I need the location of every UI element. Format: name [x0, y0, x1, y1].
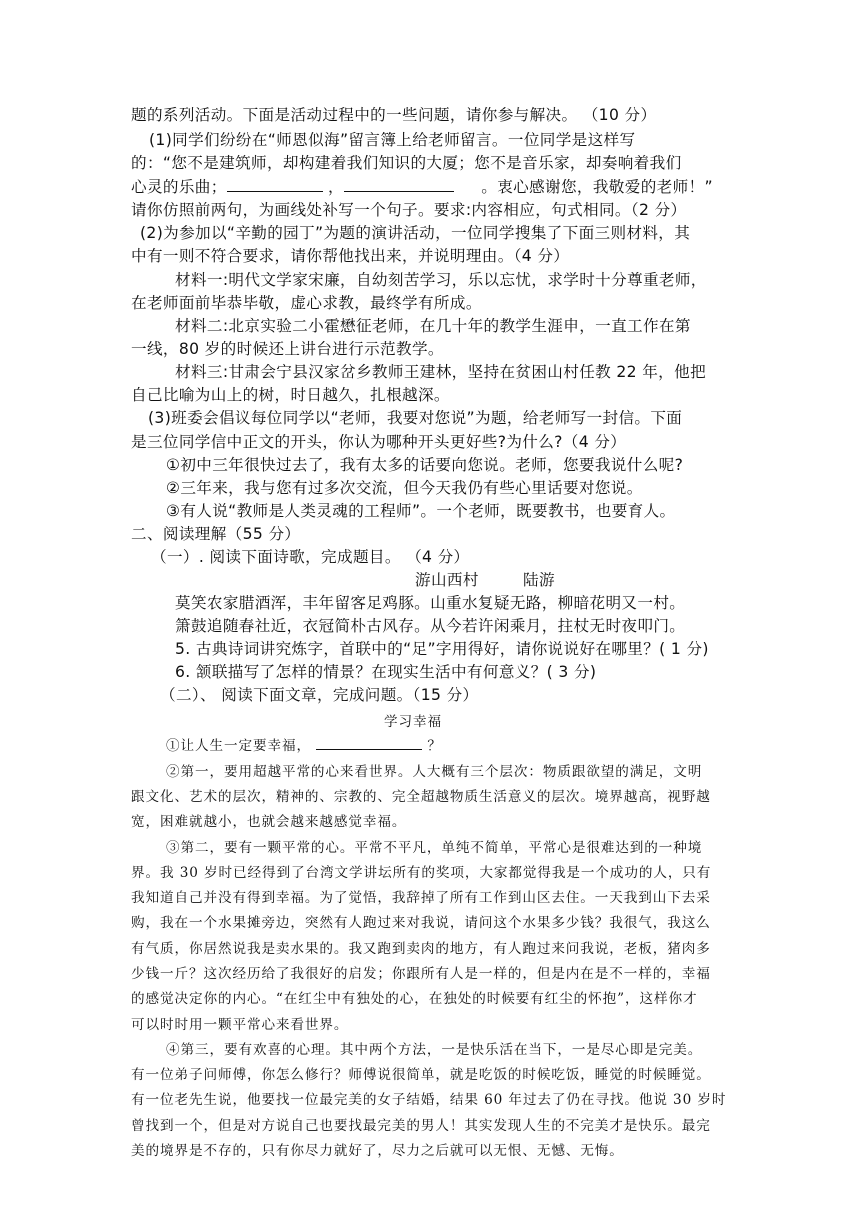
poem-line: 箫鼓追随春社近，衣冠简朴古风存。从今若许闲乘月，拄杖无时夜叩门。	[175, 617, 686, 635]
article-paragraph-4: ④第三，要有欢喜的心理。其中两个方法，一是快乐活在当下，一是尽心即是完美。	[166, 1042, 703, 1058]
poem-line: 莫笑农家腊酒浑，丰年留客足鸡豚。山重水复疑无路，柳暗花明又一村。	[175, 594, 686, 612]
fill-in-line	[131, 175, 713, 197]
material-3: 材料三:甘肃会宁县汉家岔乡教师王建林，坚持在贫困山村任教 22 年，他把	[175, 363, 707, 381]
text-line: 可以时时用一颗平常心来看世界。	[131, 1017, 349, 1033]
text-line: 的：“您不是建筑师，却构建着我们知识的大厦；您不是音乐家，却奏响着我们	[131, 154, 682, 172]
text-line: 是三位同学信中正文的开头，你认为哪种开头更好些?为什么?（4 分）	[131, 433, 627, 451]
poem-author: 陆游	[523, 571, 555, 589]
text-line: 我知道自己并没有得到幸福。为了觉悟，我辞掉了所有工作到山区去住。一天我到山下去采	[131, 890, 711, 906]
poem-title: 游山西村	[415, 571, 479, 589]
text-fragment: 心灵的乐曲；	[131, 178, 227, 196]
text-line: 宽，困难就越小，也就会越来越感觉幸福。	[131, 814, 407, 830]
text-line: 跟文化、艺术的层次，精神的、宗教的、完全超越物质生活意义的层次。境界越高，视野越	[131, 789, 711, 805]
text-line: 题的系列活动。下面是活动过程中的一些问题，请你参与解决。 （10 分）	[131, 106, 657, 124]
text-line: 有一位老先生说，他要找一位最完美的女子结婚，结果 60 年过去了仍在寻找。他说 30 岁时	[131, 1092, 727, 1108]
text-line: 曾找到一个，但是对方说自己也要找最完美的男人！其实发现人生的不完美才是快乐。最完	[131, 1118, 711, 1134]
article-title: 学习幸福	[384, 714, 442, 730]
text-line: 少钱一斤？这次经历给了我很好的启发；你跟所有人是一样的，但是内在是不一样的，幸福	[131, 966, 711, 982]
text-line: 在老师面前毕恭毕敬，虚心求教，最终学有所成。	[131, 294, 482, 312]
material-2: 材料二:北京实验二小霍懋征老师，在几十年的教学生涯申，一直工作在第	[175, 317, 691, 335]
answer-blank[interactable]	[227, 176, 323, 192]
answer-blank[interactable]	[344, 176, 454, 192]
text-line: 有一位弟子问师傅，你怎么修行？师傅说很简单，就是吃饭的时候吃饭，睡觉的时候睡觉。	[131, 1067, 711, 1083]
text-line: 美的境界是不存的，只有你尽力就好了，尽力之后就可以无恨、无憾、无悔。	[131, 1143, 624, 1159]
answer-blank[interactable]	[316, 734, 422, 750]
text-line: 的感觉决定你的内心。“在红尘中有独处的心，在独处的时候要有红尘的怀抱”，这样你才	[131, 991, 698, 1007]
question-3: (3)班委会倡议每位同学以“老师，我要对您说”为题，给老师写一封信。下面	[148, 409, 683, 427]
text-fragment: ①让人生一定要幸福，	[166, 738, 311, 754]
section-heading: 二、阅读理解（55 分）	[131, 525, 301, 543]
option-2: ②三年来，我与您有过多次交流，但今天我仍有些心里话要对您说。	[166, 479, 643, 497]
text-fragment: 。衷心感谢您，我敬爱的老师！”	[481, 178, 713, 196]
option-1: ①初中三年很快过去了，我有太多的话要向您说。老师，您要我说什么呢?	[166, 456, 684, 474]
option-3: ③有人说“教师是人类灵魂的工程师”。一个老师，既要教书，也要育人。	[166, 502, 676, 520]
text-line: 一线，80 岁的时候还上讲台进行示范教学。	[131, 340, 444, 358]
question-1: (1)同学们纷纷在“师恩似海”留言簿上给老师留言。一位同学是这样写	[149, 131, 636, 149]
text-fragment: ？	[427, 738, 442, 754]
article-paragraph-1	[166, 734, 442, 754]
text-line: 请你仿照前两句，为画线处补写一个句子。要求:内容相应，句式相同。（2 分）	[131, 201, 687, 219]
text-fragment: ，	[327, 178, 344, 196]
material-1: 材料一:明代文学家宋廉，自幼刻苦学习，乐以忘忧，求学时十分尊重老师，	[175, 271, 707, 289]
text-line: 界。我 30 岁时已经得到了台湾文学讲坛所有的奖项，大家都觉得我是一个成功的人，只有	[131, 865, 712, 881]
article-paragraph-2: ②第一，要用超越平常的心来看世界。人大概有三个层次：物质跟欲望的满足，文明	[166, 764, 703, 780]
subsection-heading: （一）. 阅读下面诗歌，完成题目。 （4 分）	[151, 548, 470, 566]
question-5: 5. 古典诗词讲究炼字，首联中的“足”字用得好，请你说说好在哪里？( 1 分)	[175, 640, 709, 658]
question-2: (2)为参加以“辛勤的园丁”为题的演讲活动，一位同学搜集了下面三则材料，其	[140, 224, 691, 242]
subsection-heading: （二）、 阅读下面文章，完成问题。（15 分）	[160, 686, 479, 704]
article-paragraph-3: ③第二，要有一颗平常的心。平常不平凡，单纯不简单，平常心是很难达到的一种境	[166, 840, 703, 856]
text-line: 购，我在一个水果摊旁边，突然有人跑过来对我说，请问这个水果多少钱？我很气，我这么	[131, 915, 711, 931]
text-line: 中有一则不符合要求，请你帮他找出来，并说明理由。（4 分）	[131, 247, 570, 265]
text-line: 自己比喻为山上的树，时日越久，扎根越深。	[131, 386, 450, 404]
question-6: 6. 颔联描写了怎样的情景？在现实生活中有何意义？( 3 分)	[175, 663, 597, 681]
text-line: 有气质，你居然说我是卖水果的。我又跑到卖肉的地方，有人跑过来问我说，老板，猪肉多	[131, 941, 711, 957]
